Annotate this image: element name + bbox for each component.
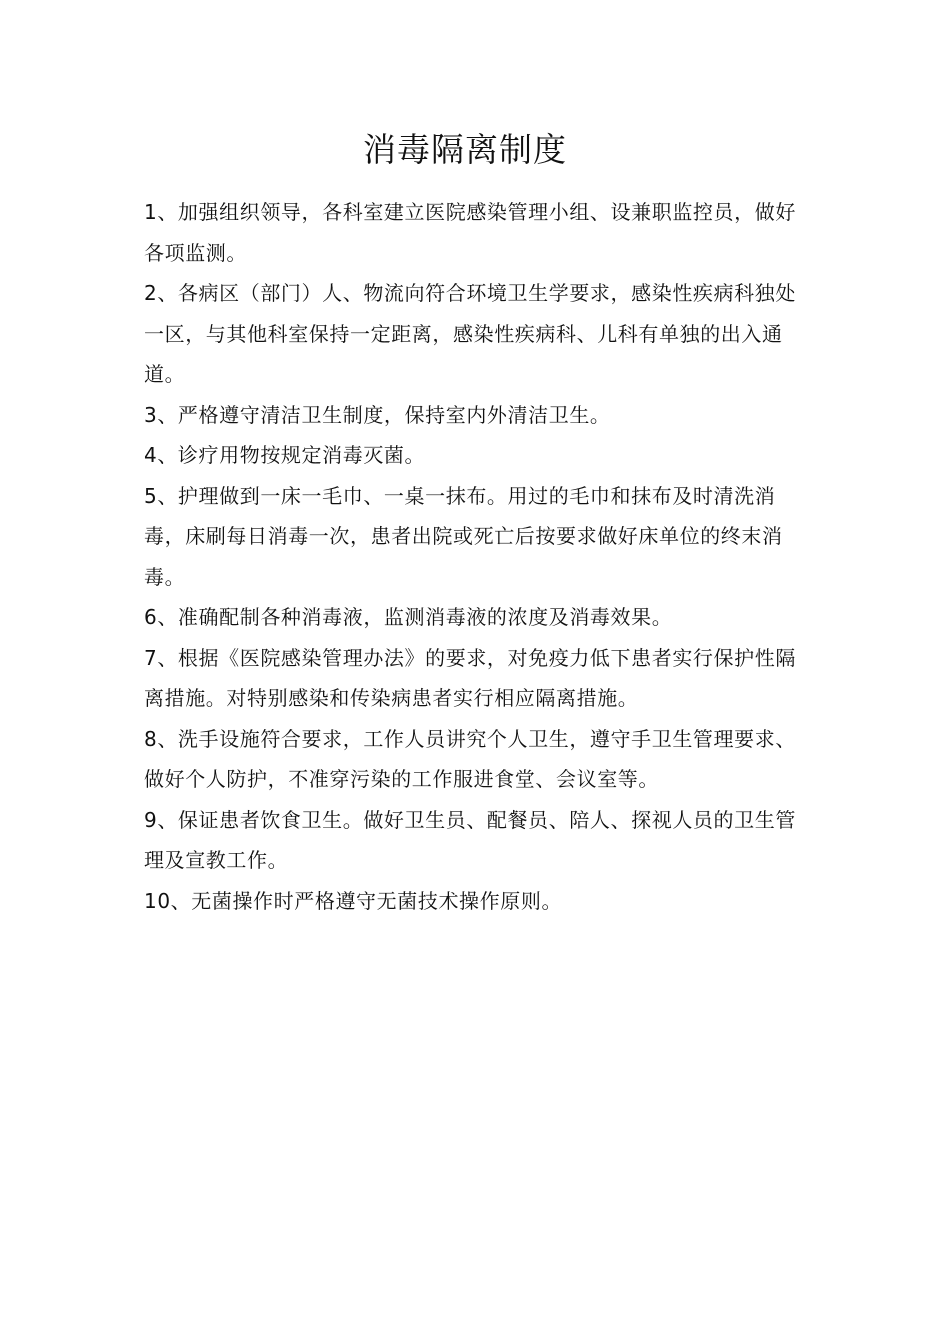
rule-item: 9、保证患者饮食卫生。做好卫生员、配餐员、陪人、探视人员的卫生管理及宣教工作。 bbox=[144, 807, 796, 872]
rule-item: 2、各病区（部门）人、物流向符合环境卫生学要求，感染性疾病科独处一区，与其他科室保持一定距离，感染性疾病科、儿科有单独的出入通道。 bbox=[144, 281, 796, 386]
rule-item: 3、严格遵守清洁卫生制度，保持室内外清洁卫生。 bbox=[144, 402, 611, 427]
rules-list bbox=[144, 192, 812, 921]
rule-item: 5、护理做到一床一毛巾、一桌一抹布。用过的毛巾和抹布及时清洗消毒，床刷每日消毒一次，患者出院或死亡后按要求做好床单位的终末消毒。 bbox=[144, 483, 783, 589]
rule-item: 6、准确配制各种消毒液，监测消毒液的浓度及消毒效果。 bbox=[144, 605, 673, 629]
rule-item: 1、加强组织领导，各科室建立医院感染管理小组、设兼职监控员，做好各项监测。 bbox=[144, 200, 796, 265]
rule-item: 10、无菌操作时严格遵守无菌技术操作原则。 bbox=[144, 888, 563, 913]
rule-item: 4、诊疗用物按规定消毒灭菌。 bbox=[144, 443, 426, 467]
document-title: 消毒隔离制度 bbox=[363, 130, 567, 169]
rule-item: 7、根据《医院感染管理办法》的要求，对免疫力低下患者实行保护性隔离措施。对特别感染和传染病患者实行相应隔离措施。 bbox=[144, 645, 796, 710]
rule-item: 8、洗手设施符合要求，工作人员讲究个人卫生，遵守手卫生管理要求、做好个人防护，不准穿污染的工作服进食堂、会议室等。 bbox=[144, 726, 796, 791]
